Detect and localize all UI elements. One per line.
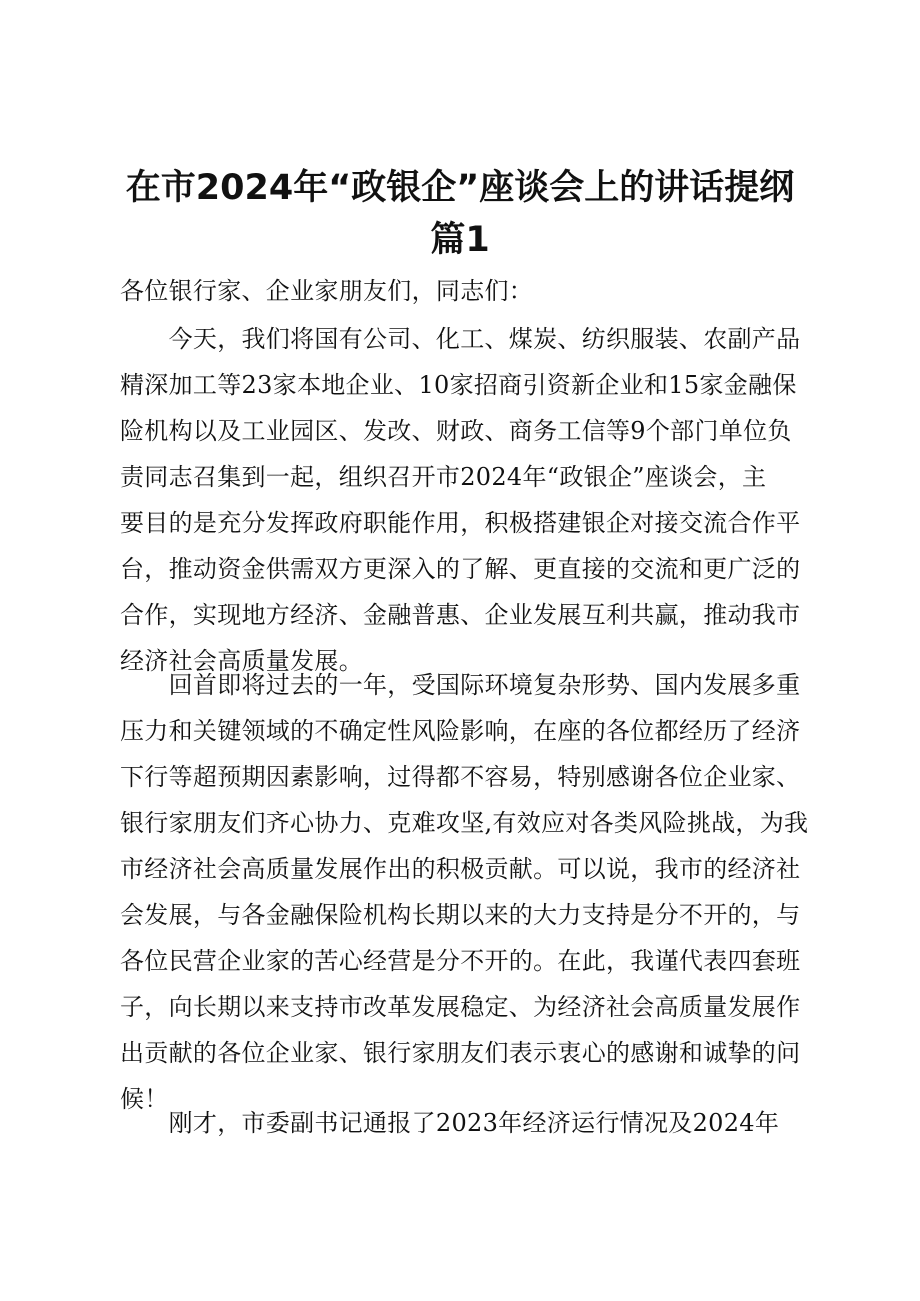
- paragraph-line: 今天，我们将国有公司、化工、煤炭、纺织服装、农副产品: [120, 325, 801, 353]
- paragraph-line: 责同志召集到一起，组织召开市2024年“政银企”座谈会，主: [120, 463, 767, 491]
- paragraph-3: [120, 1100, 824, 1146]
- paragraph-line: 银行家朋友们齐心协力、克难攻坚,有效应对各类风险挑战，为我: [120, 809, 809, 837]
- paragraph-2: [120, 662, 824, 1122]
- paragraph-line: 回首即将过去的一年，受国际环境复杂形势、国内发展多重: [120, 671, 801, 699]
- paragraph-line: 压力和关键领域的不确定性风险影响，在座的各位都经历了经济: [120, 717, 801, 745]
- document-title-line-1: 在市2024年“政银企”座谈会上的讲话提纲: [125, 168, 795, 208]
- paragraph-line: 子，向长期以来支持市改革发展稳定、为经济社会高质量发展作: [120, 993, 801, 1021]
- document-title-line-2: 篇1: [430, 220, 490, 260]
- paragraph-line: 精深加工等23家本地企业、10家招商引资新企业和15家金融保: [120, 371, 797, 399]
- salutation-line: 各位银行家、企业家朋友们，同志们：: [120, 277, 534, 305]
- paragraph-line: 会发展，与各金融保险机构长期以来的大力支持是分不开的，与: [120, 901, 801, 929]
- paragraph-line: 台，推动资金供需双方更深入的了解、更直接的交流和更广泛的: [120, 555, 801, 583]
- paragraph-line: 候！: [120, 1085, 169, 1113]
- paragraph-line: 刚才，市委副书记通报了2023年经济运行情况及2024年: [120, 1109, 780, 1137]
- paragraph-line: 市经济社会高质量发展作出的积极贡献。可以说，我市的经济社: [120, 855, 801, 883]
- paragraph-line: 出贡献的各位企业家、银行家朋友们表示衷心的感谢和诚挚的问: [120, 1039, 801, 1067]
- paragraph-1: [120, 316, 824, 684]
- paragraph-line: 要目的是充分发挥政府职能作用，积极搭建银企对接交流合作平: [120, 509, 801, 537]
- paragraph-line: 合作，实现地方经济、金融普惠、企业发展互利共赢，推动我市: [120, 601, 801, 629]
- paragraph-line: 下行等超预期因素影响，过得都不容易，特别感谢各位企业家、: [120, 763, 801, 791]
- paragraph-line: 各位民营企业家的苦心经营是分不开的。在此，我谨代表四套班: [120, 947, 801, 975]
- salutation: [120, 268, 824, 314]
- paragraph-line: 险机构以及工业园区、发改、财政、商务工信等9个部门单位负: [120, 417, 792, 445]
- paragraph-line: 经济社会高质量发展。: [120, 647, 363, 675]
